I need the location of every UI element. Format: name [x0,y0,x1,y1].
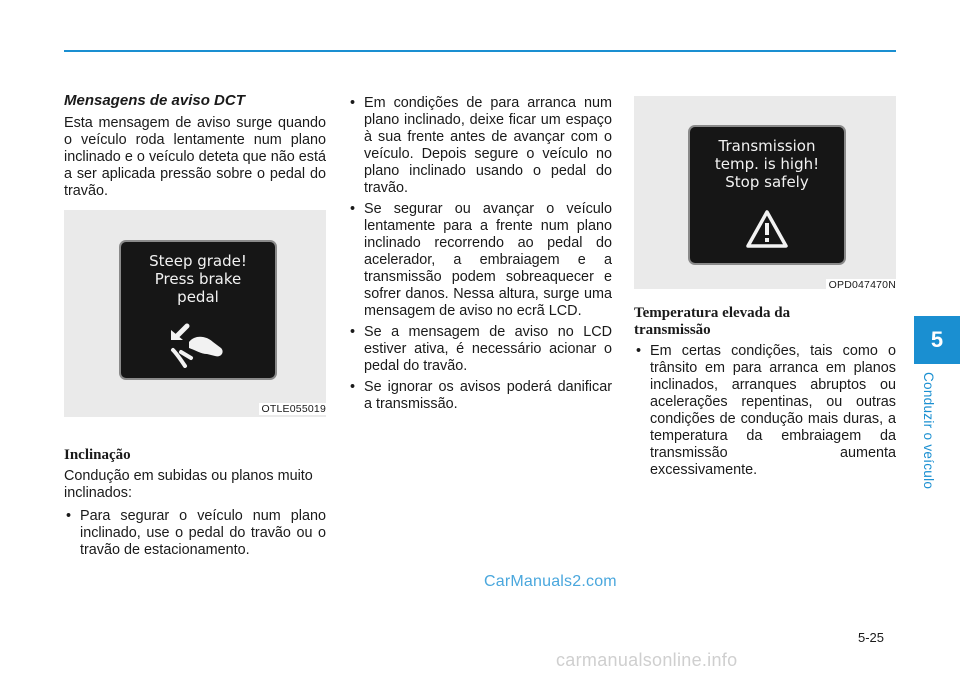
intro-paragraph: Esta mensagem de aviso surge quando o veículo roda lentamente num plano inclinado e o veículo deteta que não está a ser aplicada pressão sobre o pedal do travão. [64,115,326,199]
warning-triangle-icon [745,209,789,249]
subhead-text: Condução em subidas ou planos muito inclinados: [64,468,313,501]
watermark-carmanualsonline: carmanualsonline.info [556,650,738,670]
subhead-inclinacao: Inclinação [64,447,131,463]
watermark-carmanuals2: CarManuals2.com [484,573,617,590]
lcd-line: temp. is high! [714,155,820,173]
list-item: • Se segurar ou avançar o veículo lentamente para a frente num plano inclinado recorrendo ao pedal do acelerador, a embraiagem e a transmissão podem sobreaquecer e sofrer danos. Nessa altura, surge uma mensagem de aviso no ecrã LCD. [348,201,612,320]
lcd-screen [119,240,277,380]
figure-transmission-temp [634,96,896,289]
lcd-line: Press brake [154,270,242,288]
list-item: • Se ignorar os avisos poderá danificar a transmissão. [348,379,612,413]
section-title: Mensagens de aviso DCT [64,92,245,109]
lcd-message [690,137,844,191]
lcd-screen [688,125,846,265]
lcd-line: Steep grade! [149,252,247,270]
bullet-list [634,343,896,479]
foot-on-pedal-icon [163,320,233,368]
column-left [64,92,326,563]
column-middle [348,95,612,417]
chapter-tab: 5 [914,316,960,364]
lcd-line: Transmission [718,137,816,155]
lcd-line: pedal [177,288,219,306]
top-rule [64,50,896,52]
list-item: • Em certas condições, tais como o trânsito em para arranca em planos inclinados, arranques abruptos ou acelerações repentinas, ou outras condições de condução mais duras, a temperatura da embraiagem da transmissão aumenta excessivamente. [634,343,896,479]
bullet-list [64,508,326,559]
figure-steep-grade [64,210,326,417]
lcd-message [121,252,275,306]
subhead-temperatura: Temperatura elevada da transmissão [634,305,791,338]
page-number: 5-25 [858,630,885,645]
bullet-list [348,95,612,413]
lcd-line: Stop safely [725,173,809,191]
column-right [634,96,896,483]
chapter-title: Conduzir o veículo [921,372,936,490]
list-item: • Para segurar o veículo num plano inclinado, use o pedal do travão ou o travão de estacionamento. [64,508,326,559]
figure-code: OPD047470N [826,279,896,291]
figure-code: OTLE055019 [259,403,326,415]
list-item: • Se a mensagem de aviso no LCD estiver ativa, é necessário acionar o pedal do travão. [348,324,612,375]
list-item: • Em condições de para arranca num plano inclinado, deixe ficar um espaço à sua frente antes de avançar com o veículo. Depois segure o veículo no plano inclinado usando o pedal do travão. [348,95,612,197]
